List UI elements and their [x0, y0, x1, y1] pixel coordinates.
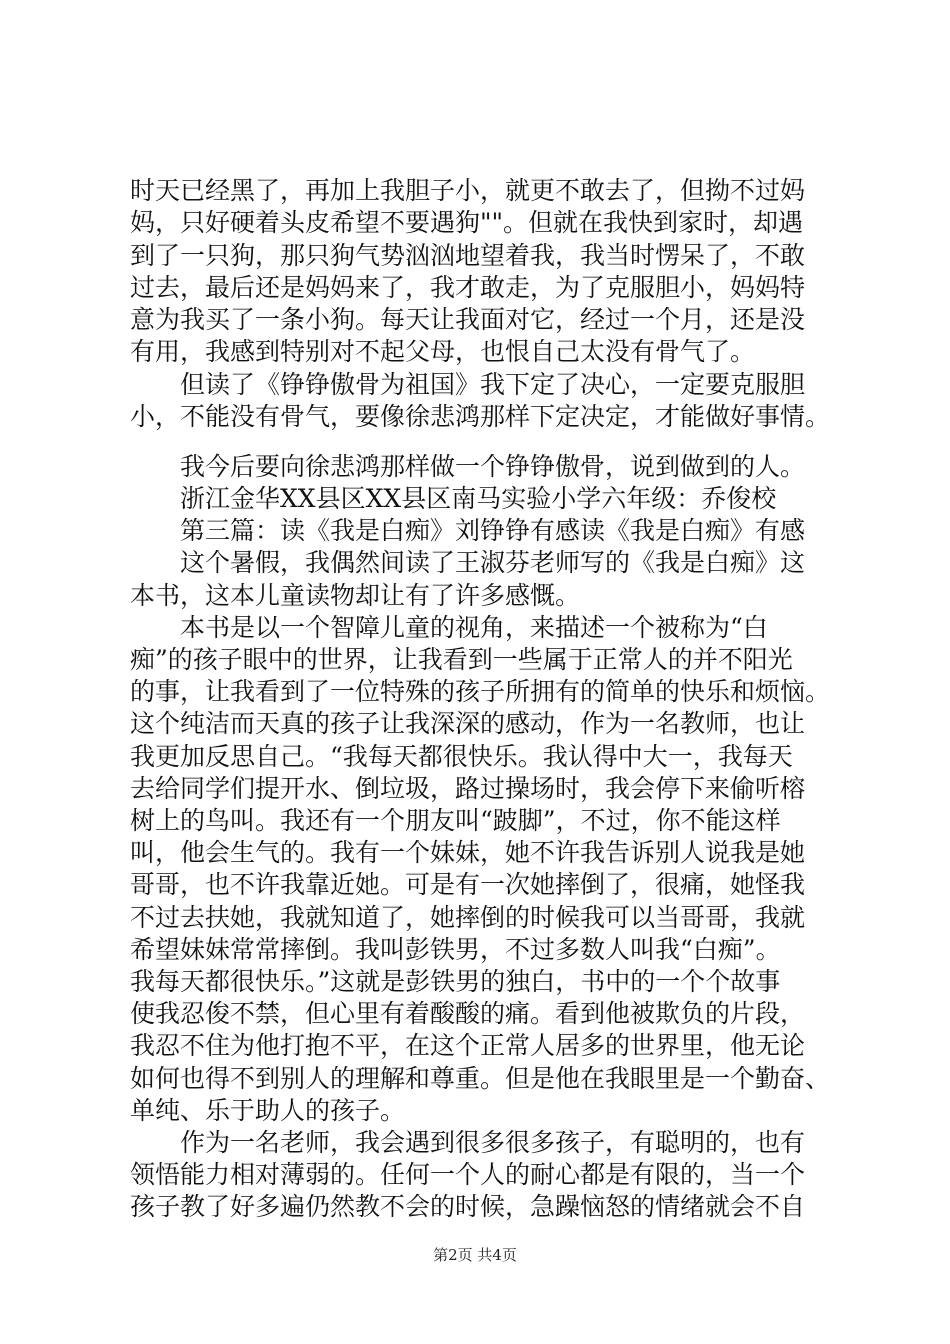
text-line: 我忍不住为他打抱不平，在这个正常人居多的世界里，他无论: [130, 1031, 806, 1060]
author-line: 浙江金华XX县区XX县区南马实验小学六年级：乔俊校: [130, 484, 777, 513]
text-line: 领悟能力相对薄弱的。任何一个人的耐心都是有限的，当一个: [130, 1160, 806, 1189]
page-number-footer: 第2页 共4页: [433, 1246, 517, 1264]
text-line: 希望妹妹常常摔倒。我叫彭铁男，不过多数人叫我“白痴”。: [130, 935, 781, 964]
text-line: 我每天都很快乐。”这就是彭铁男的独白，书中的一个个故事: [130, 967, 781, 996]
text-line: 本书，这本儿童读物却让有了许多感慨。: [130, 581, 581, 610]
text-line: 意为我买了一条小狗。每天让我面对它，经过一个月，还是没: [130, 305, 806, 334]
text-line: 这个纯洁而天真的孩子让我深深的感动，作为一名教师，也让: [130, 709, 806, 738]
text-line: 孩子教了好多遍仍然教不会的时候，急躁恼怒的情绪就会不自: [130, 1192, 806, 1221]
text-line: 妈，只好硬着头皮希望不要遇狗""。但就在我快到家时，却遇: [130, 208, 804, 237]
text-line: 的事，让我看到了一位特殊的孩子所拥有的简单的快乐和烦恼。: [130, 677, 831, 706]
text-line: 这个暑假，我偶然间读了王淑芬老师写的《我是白痴》这: [130, 548, 806, 577]
text-line: 小，不能没有骨气，要像徐悲鸿那样下定决定，才能做好事情。: [130, 402, 831, 431]
text-line: 使我忍俊不禁，但心里有着酸酸的痛。看到他被欺负的片段，: [130, 999, 806, 1028]
text-line: 单纯、乐于助人的孩子。: [130, 1096, 406, 1125]
text-line: 不过去扶她，我就知道了，她摔倒的时候我可以当哥哥，我就: [130, 903, 806, 932]
text-line: 如何也得不到别人的理解和尊重。但是他在我眼里是一个勤奋、: [130, 1064, 831, 1093]
text-line: 我今后要向徐悲鸿那样做一个铮铮傲骨，说到做到的人。: [130, 452, 806, 481]
text-line: 但读了《铮铮傲骨为祖国》我下定了决心，一定要克服胆: [130, 370, 806, 399]
text-line: 有用，我感到特别对不起父母，也恨自己太没有骨气了。: [130, 337, 756, 366]
text-line: 我更加反思自己。“我每天都很快乐。我认得中大一，我每天: [130, 742, 793, 771]
section-heading: 第三篇：读《我是白痴》刘铮铮有感读《我是白痴》有感: [130, 516, 806, 545]
text-line: 树上的鸟叫。我还有一个朋友叫“跛脚”，不过，你不能这样: [130, 806, 781, 835]
text-line: 作为一名老师，我会遇到很多很多孩子，有聪明的，也有: [130, 1128, 806, 1157]
text-line: 时天已经黑了，再加上我胆子小，就更不敢去了，但拗不过妈: [130, 176, 806, 205]
text-line: 到了一只狗，那只狗气势汹汹地望着我，我当时愣呆了，不敢: [130, 241, 806, 270]
text-line: 叫，他会生气的。我有一个妹妹，她不许我告诉别人说我是她: [130, 838, 806, 867]
text-line: 痴”的孩子眼中的世界，让我看到一些属于正常人的并不阳光: [130, 645, 793, 674]
text-line: 过去，最后还是妈妈来了，我才敢走，为了克服胆小，妈妈特: [130, 273, 806, 302]
text-line: 本书是以一个智障儿童的视角，来描述一个被称为“白: [130, 613, 768, 642]
text-line: 哥哥，也不许我靠近她。可是有一次她摔倒了，很痛，她怪我: [130, 870, 806, 899]
text-line: 去给同学们提开水、倒垃圾，路过操场时，我会停下来偷听榕: [130, 774, 806, 803]
